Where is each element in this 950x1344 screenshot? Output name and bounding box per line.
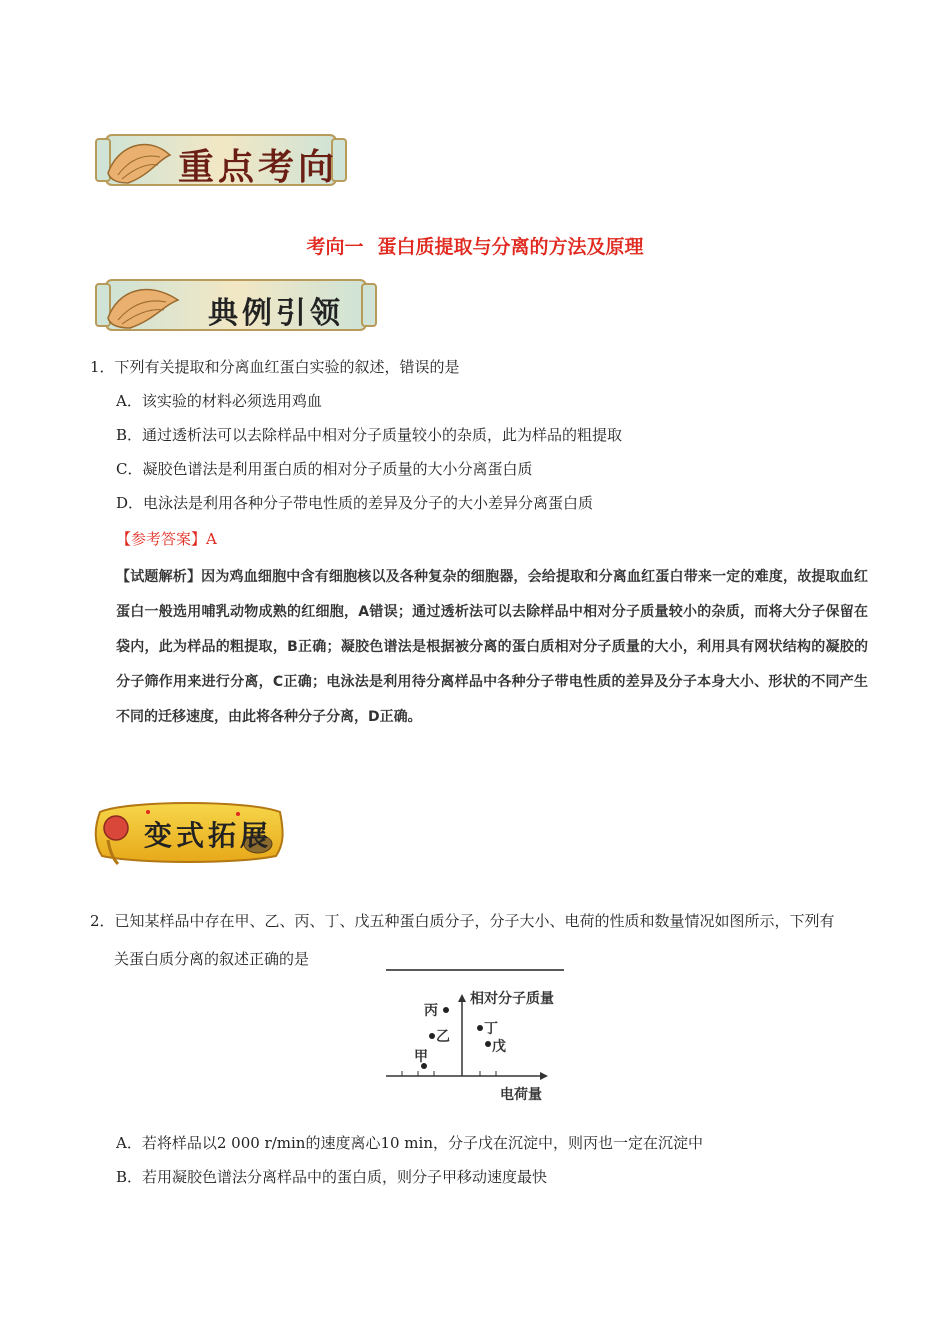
question1-option-a: A．该实验的材料必须选用鸡血	[116, 392, 322, 410]
banner-typical-example-label: 典例引领	[208, 296, 344, 331]
x-axis-label: 电荷量	[500, 1087, 542, 1103]
question1-answer	[116, 528, 217, 549]
question1-stem: 1．下列有关提取和分离血红蛋白实验的叙述，错误的是	[90, 358, 460, 376]
point-ding	[477, 1025, 483, 1031]
point-bing	[443, 1007, 449, 1013]
section-heading	[0, 232, 950, 259]
label-yi: 乙	[436, 1029, 450, 1045]
question1-option-d: D．电泳法是利用各种分子带电性质的差异及分子的大小差异分离蛋白质	[116, 494, 594, 512]
banner-key-direction-label: 重点考向	[178, 146, 339, 188]
question1-analysis	[116, 560, 868, 735]
question1-option-c: C．凝胶色谱法是利用蛋白质的相对分子质量的大小分离蛋白质	[116, 460, 533, 478]
section-title: 蛋白质提取与分离的方法及原理	[377, 236, 644, 258]
banner-variation	[88, 792, 288, 868]
banner-variation-label: 变式拓展	[144, 819, 273, 852]
label-bing: 丙	[424, 1003, 438, 1019]
banner-typical-example	[88, 270, 380, 340]
question1-option-b: B．通过透析法可以去除样品中相对分子质量较小的杂质，此为样品的粗提取	[116, 426, 623, 444]
section-number: 考向一	[306, 236, 364, 258]
banner-key-direction	[88, 125, 350, 195]
point-yi	[429, 1033, 435, 1039]
question2-option-a: A．若将样品以2 000 r/min的速度离心10 min，分子戊在沉淀中，则丙也一定在沉淀中	[116, 1134, 703, 1152]
y-axis-label: 相对分子质量	[470, 991, 554, 1007]
analysis-text: 因为鸡血细胞中含有细胞核以及各种复杂的细胞器，会给提取和分离血红蛋白带来一定的难度，故提取血红蛋白一般选用哺乳动物成熟的红细胞，A错误；通过透析法可以去除样品中相对分子质量较小的杂质，而将大分子保留在袋内，此为样品的粗提取，B正确；凝胶色谱法是根据被分离的蛋白质相对分子质量的大小，利用具有网状结构的凝胶的分子筛作用来进行分离，C正确；电泳法是利用待分离样品中各种分子带电性质的差异及分子本身大小、形状的不同产生不同的迁移速度，由此将各种分子分离，D正确。	[116, 569, 868, 725]
label-wu: 戊	[492, 1039, 506, 1055]
knot-icon	[104, 816, 128, 840]
answer-label: 【参考答案】	[116, 530, 207, 548]
answer-value: A	[206, 530, 217, 548]
question2-stem-line1: 2．已知某样品中存在甲、乙、丙、丁、戊五种蛋白质分子，分子大小、电荷的性质和数量情况如图所示，下列有	[90, 912, 835, 930]
analysis-label: 【试题解析】	[116, 569, 202, 585]
label-jia: 甲	[414, 1049, 428, 1065]
point-wu	[485, 1041, 491, 1047]
question2-figure	[384, 966, 574, 1110]
question2-option-b: B．若用凝胶色谱法分离样品中的蛋白质，则分子甲移动速度最快	[116, 1168, 548, 1186]
label-ding: 丁	[484, 1021, 498, 1037]
question2-stem-line2: 关蛋白质分离的叙述正确的是	[114, 950, 310, 968]
